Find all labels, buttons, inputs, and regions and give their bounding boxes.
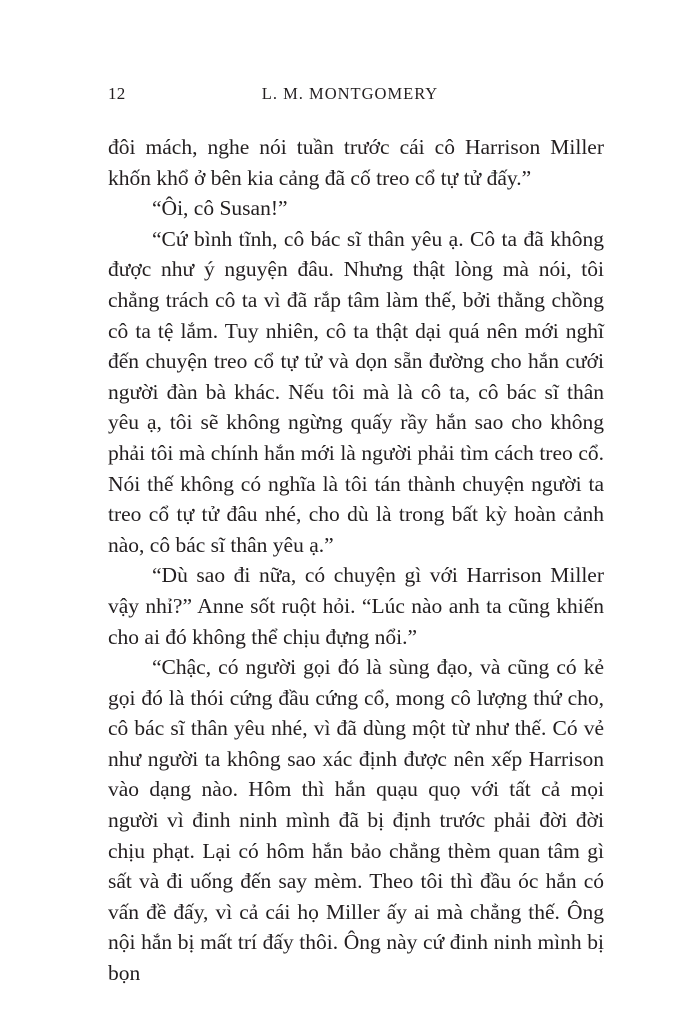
paragraph: “Cứ bình tĩnh, cô bác sĩ thân yêu ạ. Cô ta đã không được như ý nguyện đâu. Nhưng thật lòng mà nói, tôi chẳng trách cô ta vì đã rắp tâm làm thế, bởi thằng chồng cô ta tệ lắm. Tuy nhiên, cô ta thật dại quá nên mới nghĩ đến chuyện treo cổ tự tử và dọn sẵn đường cho hắn cưới người đàn bà khác. Nếu tôi mà là cô ta, cô bác sĩ thân yêu ạ, tôi sẽ không ngừng quấy rầy hắn sao cho không phải tôi mà chính hắn mới là người phải tìm cách treo cổ. Nói thế không có nghĩa là tôi tán thành chuyện người ta treo cổ tự tử đâu nhé, cho dù là trong bất kỳ hoàn cảnh nào, cô bác sĩ thân yêu ạ.” bbox=[108, 226, 604, 557]
paragraph: “Chậc, có người gọi đó là sùng đạo, và cũng có kẻ gọi đó là thói cứng đầu cứng cổ, mong cô lượng thứ cho, cô bác sĩ thân yêu nhé, vì đã dùng một từ như thế. Có vẻ như người ta không sao xác định được nên xếp Harrison vào dạng nào. Hôm thì hắn quạu quọ với tất cả mọi người vì đinh ninh mình đã bị định trước phải đời đời chịu phạt. Lại có hôm hắn bảo chẳng thèm quan tâm gì sất và đi uống đến say mèm. Theo tôi thì đầu óc hắn có vấn đề đấy, vì cả cái họ Miller ấy ai mà chẳng thế. Ông nội hắn bị mất trí đấy thôi. Ông này cứ đinh ninh mình bị bọn bbox=[108, 655, 604, 986]
paragraph: “Ôi, cô Susan!” bbox=[152, 196, 288, 221]
paragraph-continuation: đôi mách, nghe nói tuần trước cái cô Harrison Miller khốn khổ ở bên kia cảng đã cố treo cổ tự tử đấy.” bbox=[108, 135, 604, 190]
paragraph: “Dù sao đi nữa, có chuyện gì với Harrison Miller vậy nhỉ?” Anne sốt ruột hỏi. “Lúc nào anh ta cũng khiến cho ai đó không thể chịu đựng nổi.” bbox=[108, 563, 604, 649]
body-text bbox=[108, 132, 604, 989]
page-number: 12 bbox=[108, 84, 126, 103]
running-head-author: L. M. MONTGOMERY bbox=[261, 84, 439, 103]
page-header bbox=[108, 84, 592, 108]
